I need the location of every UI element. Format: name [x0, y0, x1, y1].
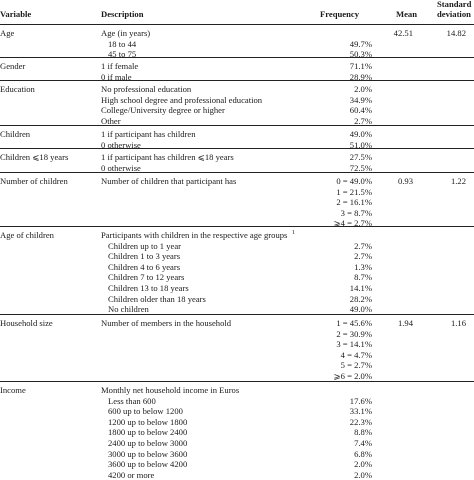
- frequency-value: ⩾4 = 2.7%: [333, 218, 372, 229]
- frequency-value: 3 = 8.7%: [340, 207, 372, 218]
- frequency-value: 27.5%: [349, 152, 372, 162]
- frequency-value: 1 = 45.6%: [336, 318, 372, 328]
- frequency-value: 71.1%: [349, 61, 372, 71]
- description-text: Less than 600: [108, 395, 156, 406]
- frequency-value: 50.3%: [349, 49, 372, 60]
- description-text: 3000 up to below 3600: [108, 448, 188, 459]
- row-separator: [0, 172, 474, 173]
- mean-value: 0.93: [397, 176, 413, 186]
- description-footnote: 1: [292, 230, 295, 236]
- frequency-value: 2.0%: [354, 459, 372, 470]
- row-separator: [0, 57, 474, 58]
- description-text: 1 if participant has children: [101, 129, 196, 139]
- description-text: College/University degree or higher: [101, 105, 225, 116]
- frequency-value: 14.1%: [349, 283, 372, 293]
- frequency-value: 72.5%: [349, 162, 372, 173]
- mean-value: 42.51: [393, 28, 413, 38]
- variable-label: Children: [0, 129, 31, 139]
- frequency-value: 8.8%: [354, 427, 372, 438]
- variable-label: Household size: [0, 318, 53, 328]
- frequency-value: 28.2%: [349, 293, 372, 304]
- frequency-value: 60.4%: [349, 105, 372, 116]
- description-text: 1800 up to below 2400: [108, 427, 188, 438]
- frequency-value: 2.7%: [354, 115, 372, 126]
- header-standard: Standard: [437, 0, 472, 9]
- description-text: Participants with children in the respective age groups: [101, 230, 288, 240]
- frequency-value: 51.0%: [349, 139, 372, 150]
- variable-label: Age: [0, 28, 15, 38]
- frequency-value: 2.7%: [354, 251, 372, 262]
- frequency-value: 8.7%: [354, 272, 372, 283]
- description-text: No children: [108, 304, 149, 315]
- description-text: 18 to 44: [108, 38, 137, 49]
- description-text: No professional education: [101, 84, 192, 94]
- frequency-value: 6.8%: [354, 448, 372, 459]
- frequency-value: 1 = 21.5%: [336, 186, 372, 197]
- header-mean: Mean: [396, 9, 418, 19]
- description-text: Children up to 1 year: [108, 240, 182, 251]
- sd-value: 14.82: [446, 28, 466, 38]
- row-separator: [0, 80, 474, 81]
- variable-label: Income: [0, 385, 26, 395]
- frequency-value: 1.3%: [354, 261, 372, 272]
- description-text: 1 if participant has children ⩽18 years: [101, 152, 234, 162]
- description-text: Monthly net household income in Euros: [101, 385, 240, 395]
- mean-value: 1.94: [397, 318, 413, 328]
- frequency-value: 2.0%: [354, 469, 372, 480]
- description-text: 2400 up to below 3000: [108, 438, 188, 448]
- frequency-value: 3 = 14.1%: [336, 339, 372, 350]
- header-frequency: Frequency: [320, 9, 359, 19]
- frequency-value: 5 = 2.7%: [340, 360, 372, 371]
- row-separator: [0, 125, 474, 126]
- frequency-value: 4 = 4.7%: [340, 349, 372, 360]
- description-text: 4200 or more: [108, 469, 155, 480]
- frequency-value: 7.4%: [354, 438, 372, 448]
- frequency-value: 2.0%: [354, 84, 372, 94]
- frequency-value: 22.3%: [349, 416, 372, 427]
- frequency-value: 28.9%: [349, 71, 372, 82]
- frequency-value: 17.6%: [349, 395, 372, 406]
- frequency-value: 2 = 30.9%: [336, 328, 372, 339]
- description-text: 1200 up to below 1800: [108, 416, 188, 427]
- description-text: 1 if female: [101, 61, 139, 71]
- header-description: Description: [101, 9, 144, 19]
- row-separator: [0, 148, 474, 149]
- description-text: 45 to 75: [108, 49, 137, 60]
- variable-label: Gender: [0, 61, 26, 71]
- variable-label: Children ⩽18 years: [0, 152, 69, 162]
- description-text: Children 4 to 6 years: [108, 261, 181, 272]
- description-text: 3600 up to below 4200: [108, 459, 188, 470]
- description-text: Other: [101, 115, 121, 126]
- row-separator: [0, 381, 474, 382]
- sd-value: 1.22: [450, 176, 466, 186]
- description-text: Number of children that participant has: [101, 176, 237, 186]
- frequency-value: 49.0%: [349, 129, 372, 139]
- frequency-value: 2.7%: [354, 240, 372, 251]
- description-text: 600 up to below 1200: [108, 406, 183, 417]
- header-rule: [0, 24, 474, 25]
- description-text: 0 otherwise: [101, 139, 141, 150]
- description-text: Number of members in the household: [101, 318, 232, 328]
- description-text: Children 13 to 18 years: [108, 283, 189, 293]
- variable-label: Number of children: [0, 176, 68, 186]
- variable-label: Education: [0, 84, 35, 94]
- header-variable: Variable: [0, 9, 32, 19]
- frequency-value: ⩾6 = 2.0%: [333, 371, 372, 381]
- sd-value: 1.16: [450, 318, 466, 328]
- variable-label: Age of children: [0, 230, 54, 240]
- description-text: Age (in years): [101, 28, 151, 38]
- description-text: High school degree and professional education: [101, 94, 263, 105]
- frequency-value: 33.1%: [349, 406, 372, 417]
- description-text: Children 1 to 3 years: [108, 251, 181, 262]
- frequency-value: 2 = 16.1%: [336, 197, 372, 208]
- frequency-value: 49.0%: [349, 304, 372, 315]
- frequency-value: 0 = 49.0%: [336, 176, 372, 186]
- description-text: 0 otherwise: [101, 162, 141, 173]
- description-text: Children 7 to 12 years: [108, 272, 185, 283]
- row-separator: [0, 226, 474, 227]
- header-deviation: deviation: [437, 9, 471, 19]
- frequency-value: 49.7%: [349, 38, 372, 49]
- description-text: Children older than 18 years: [108, 293, 206, 304]
- frequency-value: 34.9%: [349, 94, 372, 105]
- description-text: 0 if male: [101, 71, 132, 82]
- row-separator: [0, 314, 474, 315]
